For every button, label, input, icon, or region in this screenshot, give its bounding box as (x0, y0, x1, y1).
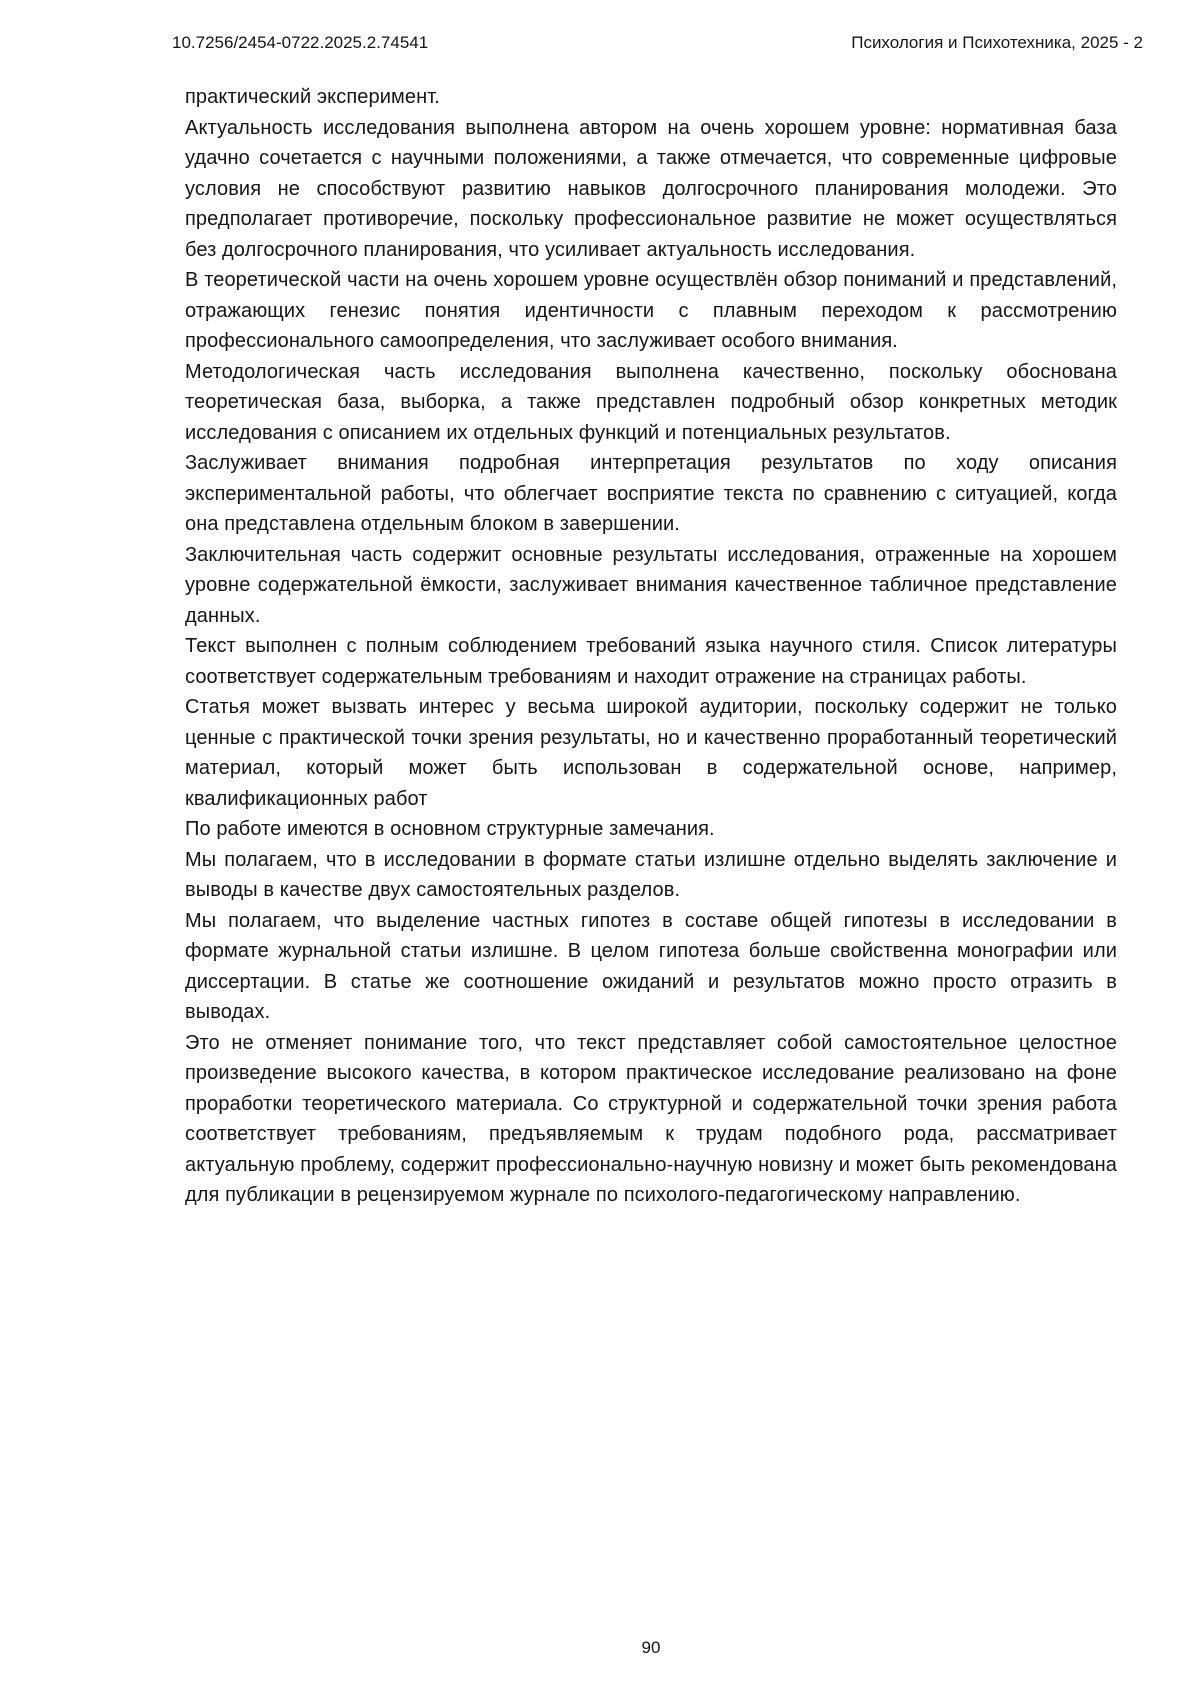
paragraph: Актуальность исследования выполнена автором на очень хорошем уровне: нормативная база удачно сочетается с научными положениями, а также отмечается, что современные цифровые условия не способствуют развитию навыков долгосрочного планирования молодежи. Это предполагает противоречие, поскольку профессиональное развитие не может осуществляться без долгосрочного планирования, что усиливает актуальность исследования. (185, 116, 1117, 261)
page-footer (185, 1638, 1117, 1658)
journal-title: Психология и Психотехника, 2025 - 2 (851, 33, 1143, 52)
paragraph: Заключительная часть содержит основные результаты исследования, отраженные на хорошем уровне содержательной ёмкости, заслуживает внимания качественное табличное представление данных. (185, 543, 1117, 627)
paragraph: Текст выполнен с полным соблюдением требований языка научного стиля. Список литературы соответствует содержательным требованиям и находит отражение на страницах работы. (185, 635, 1117, 688)
page-header (172, 33, 1143, 53)
paragraph: Мы полагаем, что в исследовании в формате статьи излишне отдельно выделять заключение и выводы в качестве двух самостоятельных разделов. (185, 848, 1117, 901)
paragraph: Заслуживает внимания подробная интерпретация результатов по ходу описания экспериментальной работы, что облегчает восприятие текста по сравнению с ситуацией, когда она представлена отдельным блоком в завершении. (185, 452, 1117, 535)
paragraph: Методологическая часть исследования выполнена качественно, поскольку обоснована теоретическая база, выборка, а также представлен подробный обзор конкретных методик исследования с описанием их отдельных функций и потенциальных результатов. (185, 360, 1117, 444)
paragraph: Статья может вызвать интерес у весьма широкой аудитории, поскольку содержит не только ценные с практической точки зрения результаты, но и качественно проработанный теоретический материал, который может быть использован в содержательной основе, например, квалификационных работ (185, 696, 1117, 810)
page-number: 90 (641, 1638, 661, 1657)
paragraph: В теоретической части на очень хорошем уровне осуществлён обзор пониманий и представлений, отражающих генезис понятия идентичности с плавным переходом к рассмотрению профессионального самоопределения, что заслуживает особого внимания. (185, 269, 1117, 352)
review-text (185, 82, 1117, 1211)
doi-text: 10.7256/2454-0722.2025.2.74541 (172, 33, 429, 52)
paragraph: По работе имеются в основном структурные замечания. (185, 818, 715, 840)
paragraph: Мы полагаем, что выделение частных гипотез в составе общей гипотезы в исследовании в формате журнальной статьи излишне. В целом гипотеза больше свойственна монографии или диссертации. В статье же соотношение ожиданий и результатов можно просто отразить в выводах. (185, 909, 1117, 1023)
paragraph: Это не отменяет понимание того, что текст представляет собой самостоятельное целостное произведение высокого качества, в котором практическое исследование реализовано на фоне проработки теоретического материала. Со структурной и содержательной точки зрения работа соответствует требованиям, предъявляемым к трудам подобного рода, рассматривает актуальную проблему, содержит профессионально-научную новизну и может быть рекомендована для публикации в рецензируемом журнале по психолого-педагогическому направлению. (185, 1031, 1117, 1206)
paragraph: практический эксперимент. (185, 86, 440, 108)
